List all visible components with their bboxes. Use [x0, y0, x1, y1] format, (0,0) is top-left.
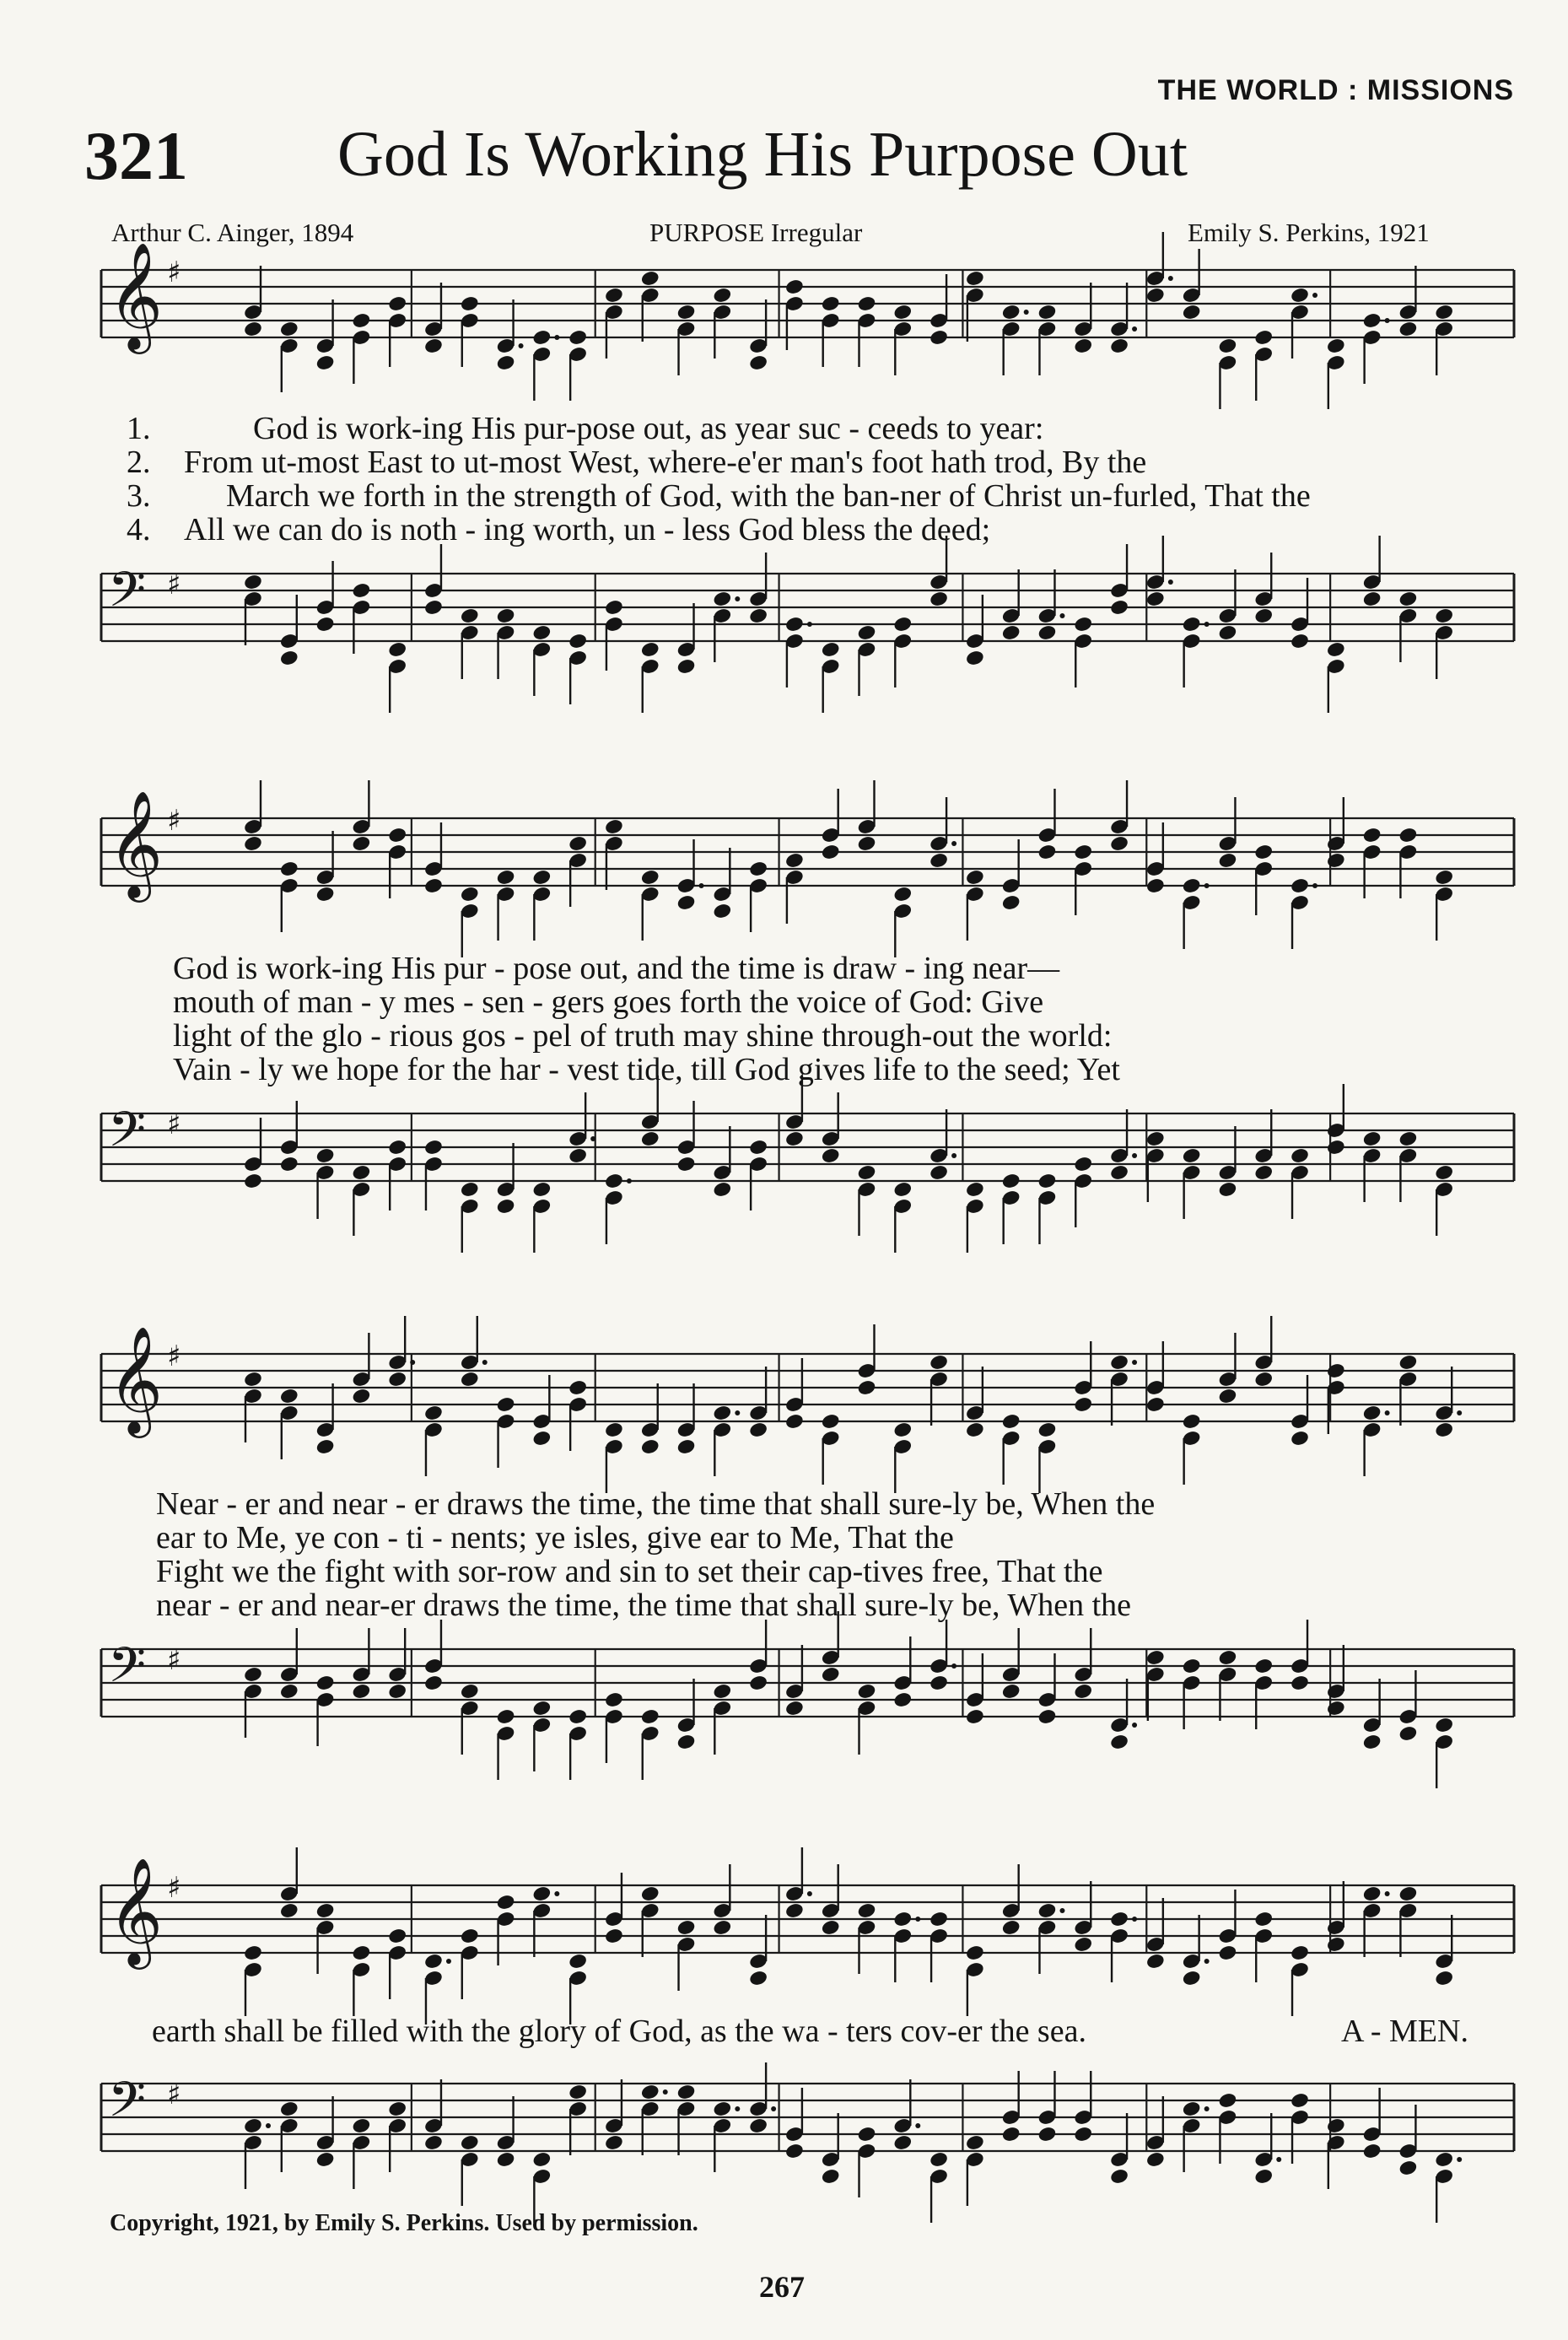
- svg-text:𝄞: 𝄞: [108, 790, 164, 898]
- amen-text: A - MEN.: [1341, 2014, 1468, 2049]
- treble-staff-system-4: [0, 1857, 1568, 2003]
- bass-staff-system-4: [0, 2058, 1568, 2202]
- svg-text:♯: ♯: [167, 1108, 181, 1141]
- svg-text:𝄢: 𝄢: [108, 561, 147, 630]
- svg-text:♯: ♯: [167, 256, 181, 289]
- verse-number: 4.: [127, 512, 151, 547]
- lyric-line: mouth of man - y mes - sen - gers goes forth the voice of God: Give: [173, 984, 1044, 1020]
- lyric-line: March we forth in the strength of God, with the ban-ner of Christ un-furled, That the: [226, 478, 1311, 514]
- verse-number: 3.: [127, 478, 151, 514]
- svg-text:♯: ♯: [167, 1643, 181, 1677]
- bass-staff-system-3: [0, 1624, 1568, 1767]
- lyric-line: earth shall be filled with the glory of God, as the wa - ters cov-er the sea.: [152, 2014, 1086, 2049]
- svg-text:♯: ♯: [167, 1871, 181, 1905]
- svg-text:𝄢: 𝄢: [108, 1101, 147, 1170]
- svg-text:♯: ♯: [167, 804, 181, 838]
- treble-staff-system-3: [0, 1325, 1568, 1472]
- svg-text:𝄞: 𝄞: [108, 241, 164, 349]
- lyric-line: From ut-most East to ut-most West, where-e'er man's foot hath trod, By the: [184, 445, 1147, 480]
- hymn-title: God Is Working His Purpose Out: [337, 119, 1188, 190]
- lyric-line: God is work-ing His pur-pose out, as year suc - ceeds to year:: [253, 411, 1044, 446]
- svg-text:𝄢: 𝄢: [108, 2071, 147, 2140]
- svg-text:♯: ♯: [167, 2078, 181, 2111]
- bass-staff-system-2: [0, 1088, 1568, 1232]
- page-number: 267: [759, 2270, 805, 2304]
- verse-number: 2.: [127, 445, 151, 480]
- svg-text:♯: ♯: [167, 568, 181, 601]
- section-heading: THE WORLD : MISSIONS: [1157, 74, 1514, 106]
- lyric-line: near - er and near-er draws the time, the time that shall sure-ly be, When the: [156, 1588, 1132, 1623]
- svg-text:𝄞: 𝄞: [108, 1325, 164, 1433]
- verse-number: 1.: [127, 411, 151, 446]
- lyric-line: Near - er and near - er draws the time, the time that shall sure-ly be, When the: [156, 1486, 1156, 1522]
- lyric-line: God is work-ing His pur - pose out, and the time is draw - ing near—: [173, 951, 1060, 986]
- hymn-number: 321: [84, 117, 188, 194]
- svg-text:𝄢: 𝄢: [108, 1636, 147, 1706]
- lyric-line: ear to Me, ye con - ti - nents; ye isles, give ear to Me, That the: [156, 1520, 954, 1556]
- treble-staff-system-2: [0, 790, 1568, 936]
- hymn-author: Arthur C. Ainger, 1894: [111, 218, 354, 247]
- svg-text:𝄞: 𝄞: [108, 1857, 164, 1965]
- lyric-line: Vain - ly we hope for the har - vest tide, till God gives life to the seed; Yet: [173, 1052, 1120, 1087]
- lyric-line: light of the glo - rious gos - pel of truth may shine through-out the world:: [173, 1018, 1113, 1054]
- svg-text:♯: ♯: [167, 1340, 181, 1373]
- treble-staff-system-1: [0, 241, 1568, 388]
- lyric-line: Fight we the fight with sor-row and sin to set their cap-tives free, That the: [156, 1554, 1103, 1589]
- copyright-notice: Copyright, 1921, by Emily S. Perkins. Used by permission.: [110, 2210, 698, 2236]
- lyric-line: All we can do is noth - ing worth, un - less God bless the deed;: [184, 512, 991, 547]
- bass-staff-system-1: [0, 548, 1568, 692]
- hymn-tune: PURPOSE Irregular: [649, 218, 863, 247]
- hymn-composer: Emily S. Perkins, 1921: [1188, 218, 1430, 247]
